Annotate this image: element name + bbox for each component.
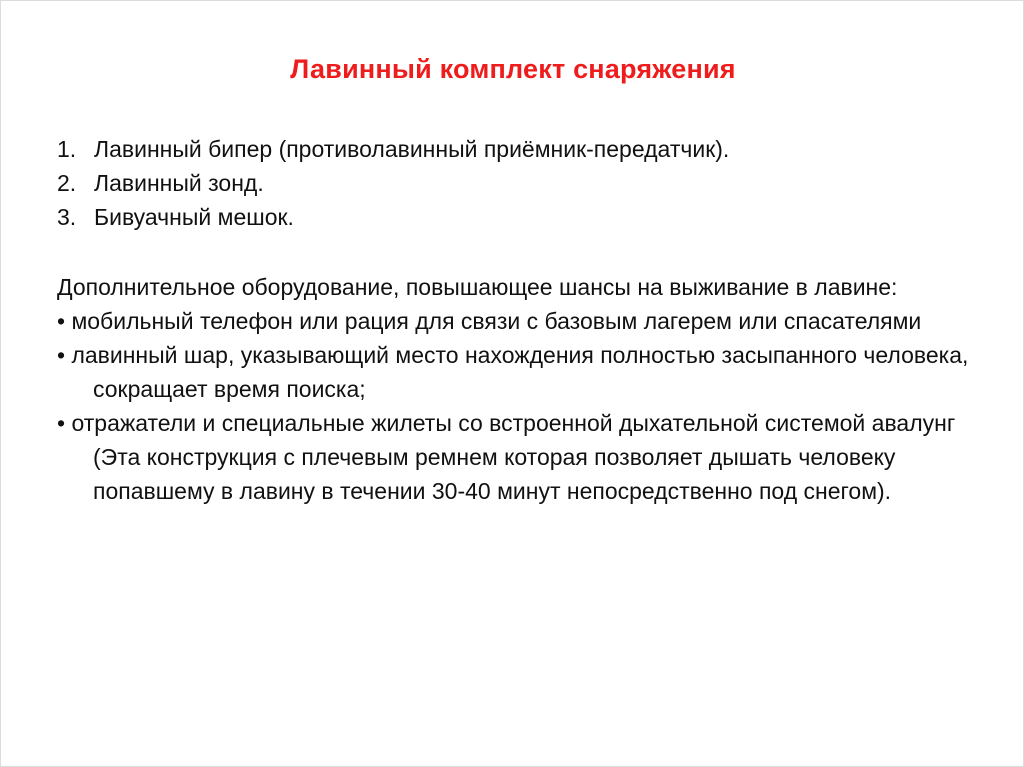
list-item-text: Лавинный бипер (противолавинный приёмник-передатчик). [94,136,730,162]
list-item-number: 2. [57,170,77,196]
list-item [57,132,957,166]
list-item-text: Бивуачный мешок. [94,204,294,230]
bullet-item [57,338,977,406]
list-item [57,200,957,234]
equipment-list [57,132,957,234]
bullet-text: отражатели и специальные жилеты со встроенной дыхательной системой авалунг (Эта конструкция с плечевым ремнем которая позволяет дышать человеку попавшему в лавину в течении 30-40 минут непосредственно под снегом). [71,410,956,504]
slide-title: Лавинный комплект снаряжения [290,54,736,84]
bullet-text: мобильный телефон или рация для связи с базовым лагерем или спасателями [71,308,922,334]
bullet-marker: • [57,410,66,436]
bullet-item [57,406,977,508]
additional-intro: Дополнительное оборудование, повышающее шансы на выживание в лавине: [57,274,898,300]
list-item [57,166,957,200]
list-item-number: 3. [57,204,77,230]
list-item-number: 1. [57,136,77,162]
bullet-marker: • [57,308,66,334]
bullet-item [57,304,977,338]
additional-bullets [57,304,977,508]
list-item-text: Лавинный зонд. [94,170,264,196]
bullet-marker: • [57,342,66,368]
additional-equipment [57,270,977,508]
bullet-text: лавинный шар, указывающий место нахождения полностью засыпанного человека, сокращает время поиска; [71,342,969,402]
